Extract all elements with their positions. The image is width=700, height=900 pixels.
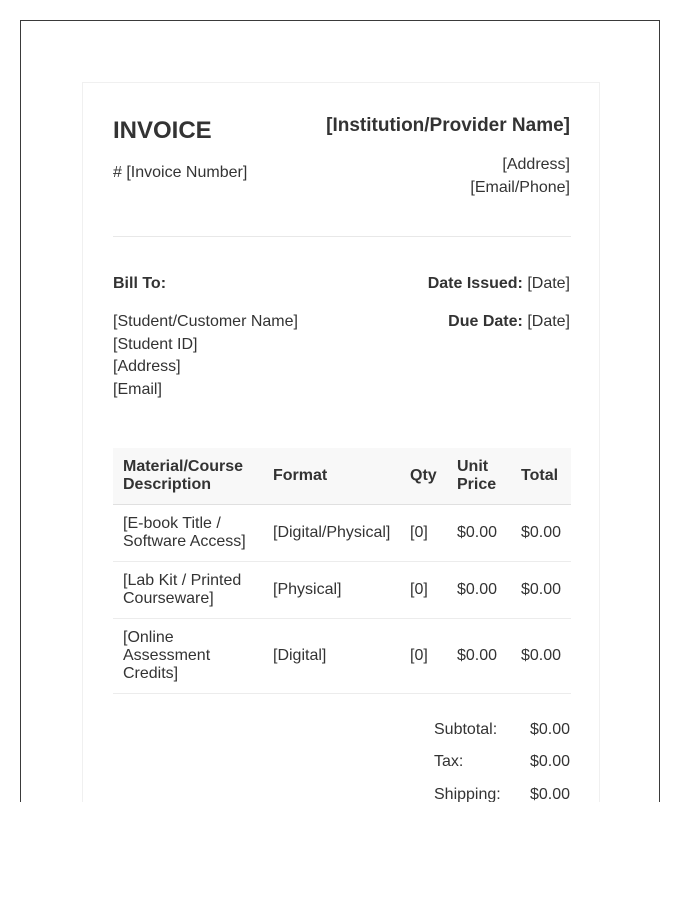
cell-description: [Online Assessment Credits]: [113, 619, 263, 694]
due-date-label: Due Date:: [448, 313, 523, 330]
cell-format: [Digital]: [263, 619, 400, 694]
subtotal-value: $0.00: [529, 721, 570, 738]
bill-to-student-id: [Student ID]: [113, 336, 198, 353]
header-description: Material/Course Description: [113, 448, 263, 505]
cell-format: [Physical]: [263, 562, 400, 619]
header-qty: Qty: [400, 448, 447, 505]
invoice-number: # [Invoice Number]: [113, 164, 248, 181]
cell-description: [E-book Title / Software Access]: [113, 505, 263, 562]
bill-to-email: [Email]: [113, 381, 162, 398]
header-total: Total: [511, 448, 571, 505]
bill-to-name: [Student/Customer Name]: [113, 313, 298, 330]
cell-description: [Lab Kit / Printed Courseware]: [113, 562, 263, 619]
provider-contact: [Email/Phone]: [470, 179, 570, 196]
items-table: [113, 448, 571, 694]
cell-total: $0.00: [511, 619, 571, 694]
table-row: [113, 562, 571, 619]
cell-format: [Digital/Physical]: [263, 505, 400, 562]
cell-total: $0.00: [511, 562, 571, 619]
cell-unit-price: $0.00: [447, 619, 511, 694]
cell-total: $0.00: [511, 505, 571, 562]
tax-value: $0.00: [529, 753, 570, 770]
date-issued: [428, 275, 570, 293]
header-unit-price: Unit Price: [447, 448, 511, 505]
cell-unit-price: $0.00: [447, 505, 511, 562]
table-row: [113, 505, 571, 562]
provider-name: [Institution/Provider Name]: [326, 115, 570, 136]
due-date: [448, 313, 570, 331]
cell-qty: [0]: [400, 505, 447, 562]
provider-address: [Address]: [502, 156, 570, 173]
cell-qty: [0]: [400, 562, 447, 619]
subtotal-label: Subtotal:: [434, 721, 498, 738]
bill-to-address: [Address]: [113, 358, 181, 375]
shipping-value: $0.00: [529, 786, 570, 802]
due-date-value: [Date]: [527, 313, 570, 330]
table-row: [113, 619, 571, 694]
table-header-row: [113, 448, 571, 505]
date-issued-value: [Date]: [527, 275, 570, 292]
bill-to-label: Bill To:: [113, 275, 167, 292]
date-issued-label: Date Issued:: [427, 275, 523, 292]
cell-qty: [0]: [400, 619, 447, 694]
header-format: Format: [263, 448, 400, 505]
page-frame: [20, 20, 660, 802]
header-divider: [113, 236, 571, 237]
invoice-card: [82, 82, 600, 802]
shipping-label: Shipping:: [434, 786, 501, 802]
cell-unit-price: $0.00: [447, 562, 511, 619]
tax-label: Tax:: [434, 753, 464, 770]
invoice-title: INVOICE: [113, 117, 212, 144]
